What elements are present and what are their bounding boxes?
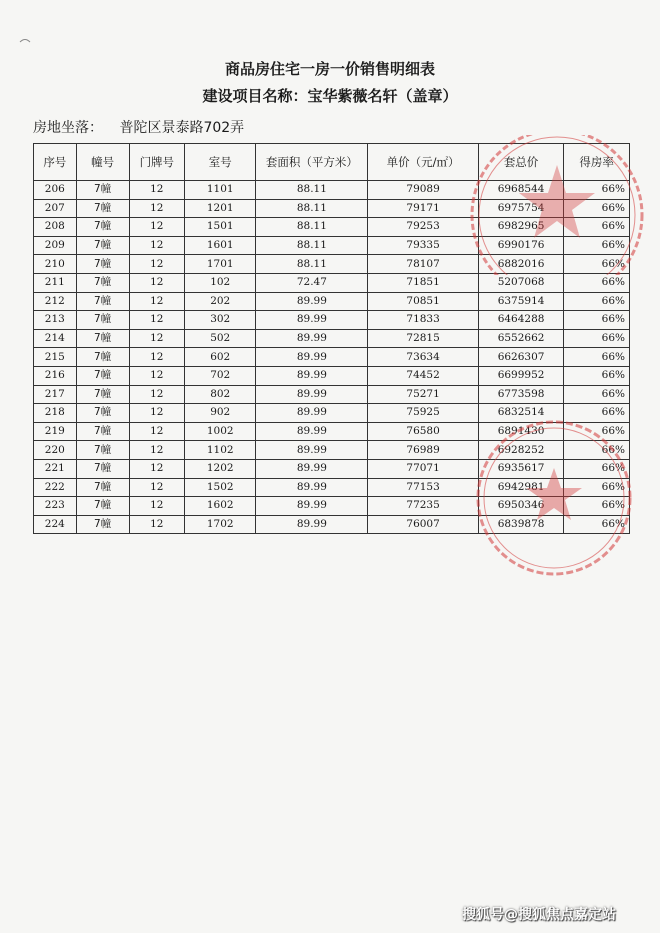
cell-building: 7幢 (76, 404, 129, 423)
cell-ratio: 66% (564, 218, 630, 237)
cell-area: 89.99 (256, 366, 368, 385)
cell-unit-price: 71851 (368, 273, 479, 292)
cell-total: 6990176 (478, 236, 563, 255)
cell-total: 6928252 (478, 441, 563, 460)
cell-ratio: 66% (564, 273, 630, 292)
cell-door: 12 (129, 385, 184, 404)
sales-table (33, 143, 630, 534)
cell-unit-price: 77153 (368, 478, 479, 497)
cell-total: 6942981 (478, 478, 563, 497)
cell-room: 302 (184, 311, 255, 330)
cell-building: 7幢 (76, 273, 129, 292)
cell-room: 702 (184, 366, 255, 385)
cell-building: 7幢 (76, 459, 129, 478)
cell-no: 218 (34, 404, 77, 423)
cell-ratio: 66% (564, 385, 630, 404)
cell-room: 1002 (184, 422, 255, 441)
cell-unit-price: 76989 (368, 441, 479, 460)
cell-unit-price: 79253 (368, 218, 479, 237)
cell-area: 89.99 (256, 478, 368, 497)
cell-room: 1701 (184, 255, 255, 274)
cell-ratio: 66% (564, 329, 630, 348)
cell-room: 1101 (184, 181, 255, 200)
cell-room: 1601 (184, 236, 255, 255)
cell-room: 1502 (184, 478, 255, 497)
header-no: 序号 (34, 144, 77, 181)
table-row (34, 497, 630, 516)
location-value: 普陀区景泰路702弄 (119, 120, 245, 136)
cell-ratio: 66% (564, 515, 630, 534)
cell-unit-price: 76007 (368, 515, 479, 534)
cell-ratio: 66% (564, 292, 630, 311)
cell-unit-price: 75925 (368, 404, 479, 423)
cell-door: 12 (129, 255, 184, 274)
cell-no: 219 (34, 422, 77, 441)
cell-door: 12 (129, 236, 184, 255)
cell-ratio: 66% (564, 497, 630, 516)
cell-unit-price: 75271 (368, 385, 479, 404)
cell-total: 6464288 (478, 311, 563, 330)
cell-unit-price: 79089 (368, 181, 479, 200)
cell-room: 502 (184, 329, 255, 348)
cell-area: 89.99 (256, 348, 368, 367)
cell-building: 7幢 (76, 181, 129, 200)
table-row (34, 422, 630, 441)
cell-unit-price: 78107 (368, 255, 479, 274)
table-row (34, 348, 630, 367)
cell-room: 902 (184, 404, 255, 423)
cell-room: 102 (184, 273, 255, 292)
header-unit-price: 单价（元/㎡） (368, 144, 479, 181)
cell-area: 88.11 (256, 255, 368, 274)
cell-unit-price: 70851 (368, 292, 479, 311)
cell-building: 7幢 (76, 478, 129, 497)
header-building: 幢号 (76, 144, 129, 181)
cell-room: 1501 (184, 218, 255, 237)
cell-ratio: 66% (564, 348, 630, 367)
cell-ratio: 66% (564, 459, 630, 478)
cell-area: 89.99 (256, 515, 368, 534)
cell-door: 12 (129, 404, 184, 423)
cell-no: 222 (34, 478, 77, 497)
table-row (34, 218, 630, 237)
cell-ratio: 66% (564, 366, 630, 385)
cell-building: 7幢 (76, 515, 129, 534)
cell-building: 7幢 (76, 385, 129, 404)
cell-total: 6982965 (478, 218, 563, 237)
cell-unit-price: 76580 (368, 422, 479, 441)
cell-unit-price: 73634 (368, 348, 479, 367)
cell-door: 12 (129, 515, 184, 534)
location-label: 房地坐落： (33, 120, 103, 136)
cell-no: 223 (34, 497, 77, 516)
cell-area: 89.99 (256, 459, 368, 478)
cell-total: 5207068 (478, 273, 563, 292)
cell-no: 211 (34, 273, 77, 292)
cell-ratio: 66% (564, 311, 630, 330)
table-row (34, 236, 630, 255)
cell-door: 12 (129, 441, 184, 460)
cell-ratio: 66% (564, 255, 630, 274)
cell-unit-price: 72815 (368, 329, 479, 348)
cell-area: 89.99 (256, 441, 368, 460)
cell-room: 1102 (184, 441, 255, 460)
document-title: 商品房住宅一房一价销售明细表 (224, 60, 435, 78)
table-row (34, 255, 630, 274)
cell-room: 1702 (184, 515, 255, 534)
cell-building: 7幢 (76, 255, 129, 274)
cell-door: 12 (129, 199, 184, 218)
cell-total: 6891430 (478, 422, 563, 441)
cell-building: 7幢 (76, 311, 129, 330)
cell-no: 207 (34, 199, 77, 218)
cell-door: 12 (129, 292, 184, 311)
cell-room: 202 (184, 292, 255, 311)
cell-no: 216 (34, 366, 77, 385)
cell-ratio: 66% (564, 199, 630, 218)
cell-total: 6626307 (478, 348, 563, 367)
cell-no: 206 (34, 181, 77, 200)
cell-building: 7幢 (76, 292, 129, 311)
cell-door: 12 (129, 478, 184, 497)
cell-no: 220 (34, 441, 77, 460)
cell-unit-price: 77235 (368, 497, 479, 516)
cell-area: 88.11 (256, 218, 368, 237)
header-door: 门牌号 (129, 144, 184, 181)
cell-building: 7幢 (76, 329, 129, 348)
cell-area: 88.11 (256, 181, 368, 200)
cell-door: 12 (129, 218, 184, 237)
table-row (34, 199, 630, 218)
cell-building: 7幢 (76, 199, 129, 218)
cell-total: 6882016 (478, 255, 563, 274)
cell-ratio: 66% (564, 181, 630, 200)
cell-total: 6839878 (478, 515, 563, 534)
cell-total: 6832514 (478, 404, 563, 423)
cell-door: 12 (129, 181, 184, 200)
cell-door: 12 (129, 329, 184, 348)
cell-door: 12 (129, 497, 184, 516)
header-area: 套面积（平方米） (256, 144, 368, 181)
cell-door: 12 (129, 348, 184, 367)
table-row (34, 404, 630, 423)
cell-room: 1202 (184, 459, 255, 478)
cell-door: 12 (129, 459, 184, 478)
cell-building: 7幢 (76, 441, 129, 460)
cell-unit-price: 77071 (368, 459, 479, 478)
table-row (34, 181, 630, 200)
cell-no: 224 (34, 515, 77, 534)
cell-total: 6552662 (478, 329, 563, 348)
cell-room: 1602 (184, 497, 255, 516)
header-total: 套总价 (478, 144, 563, 181)
cell-building: 7幢 (76, 236, 129, 255)
cell-total: 6975754 (478, 199, 563, 218)
cell-no: 214 (34, 329, 77, 348)
cell-building: 7幢 (76, 218, 129, 237)
cell-total: 6968544 (478, 181, 563, 200)
watermark: 搜狐号@搜狐焦点嘉定站 (462, 907, 616, 923)
table-row (34, 311, 630, 330)
cell-area: 89.99 (256, 385, 368, 404)
table-row (34, 366, 630, 385)
table-row (34, 273, 630, 292)
cell-building: 7幢 (76, 497, 129, 516)
cell-door: 12 (129, 273, 184, 292)
cell-ratio: 66% (564, 422, 630, 441)
table-row (34, 515, 630, 534)
table-row (34, 441, 630, 460)
cell-area: 88.11 (256, 236, 368, 255)
table-row (34, 385, 630, 404)
table-header-row (34, 144, 630, 181)
cell-room: 802 (184, 385, 255, 404)
cell-no: 208 (34, 218, 77, 237)
cell-no: 210 (34, 255, 77, 274)
cell-ratio: 66% (564, 478, 630, 497)
table-row (34, 478, 630, 497)
cell-room: 1201 (184, 199, 255, 218)
cell-total: 6950346 (478, 497, 563, 516)
cell-building: 7幢 (76, 366, 129, 385)
cell-unit-price: 79335 (368, 236, 479, 255)
cell-unit-price: 71833 (368, 311, 479, 330)
cell-no: 213 (34, 311, 77, 330)
location-line (33, 117, 244, 137)
cell-building: 7幢 (76, 422, 129, 441)
cell-no: 221 (34, 459, 77, 478)
cell-ratio: 66% (564, 441, 630, 460)
cell-area: 89.99 (256, 311, 368, 330)
cell-door: 12 (129, 422, 184, 441)
cell-room: 602 (184, 348, 255, 367)
corner-mark-icon (18, 36, 32, 46)
header-ratio: 得房率 (564, 144, 630, 181)
cell-unit-price: 74452 (368, 366, 479, 385)
cell-unit-price: 79171 (368, 199, 479, 218)
cell-no: 209 (34, 236, 77, 255)
cell-area: 72.47 (256, 273, 368, 292)
cell-total: 6935617 (478, 459, 563, 478)
cell-total: 6375914 (478, 292, 563, 311)
header-room: 室号 (184, 144, 255, 181)
cell-no: 217 (34, 385, 77, 404)
cell-total: 6773598 (478, 385, 563, 404)
table-body (34, 181, 630, 534)
cell-area: 88.11 (256, 199, 368, 218)
table-row (34, 459, 630, 478)
cell-no: 215 (34, 348, 77, 367)
cell-door: 12 (129, 366, 184, 385)
cell-area: 89.99 (256, 422, 368, 441)
cell-no: 212 (34, 292, 77, 311)
cell-door: 12 (129, 311, 184, 330)
cell-area: 89.99 (256, 292, 368, 311)
cell-ratio: 66% (564, 404, 630, 423)
cell-total: 6699952 (478, 366, 563, 385)
table-row (34, 329, 630, 348)
project-name-line: 建设项目名称：宝华紫薇名轩（盖章） (202, 87, 458, 105)
table-row (34, 292, 630, 311)
cell-building: 7幢 (76, 348, 129, 367)
cell-area: 89.99 (256, 404, 368, 423)
cell-area: 89.99 (256, 497, 368, 516)
cell-ratio: 66% (564, 236, 630, 255)
cell-area: 89.99 (256, 329, 368, 348)
